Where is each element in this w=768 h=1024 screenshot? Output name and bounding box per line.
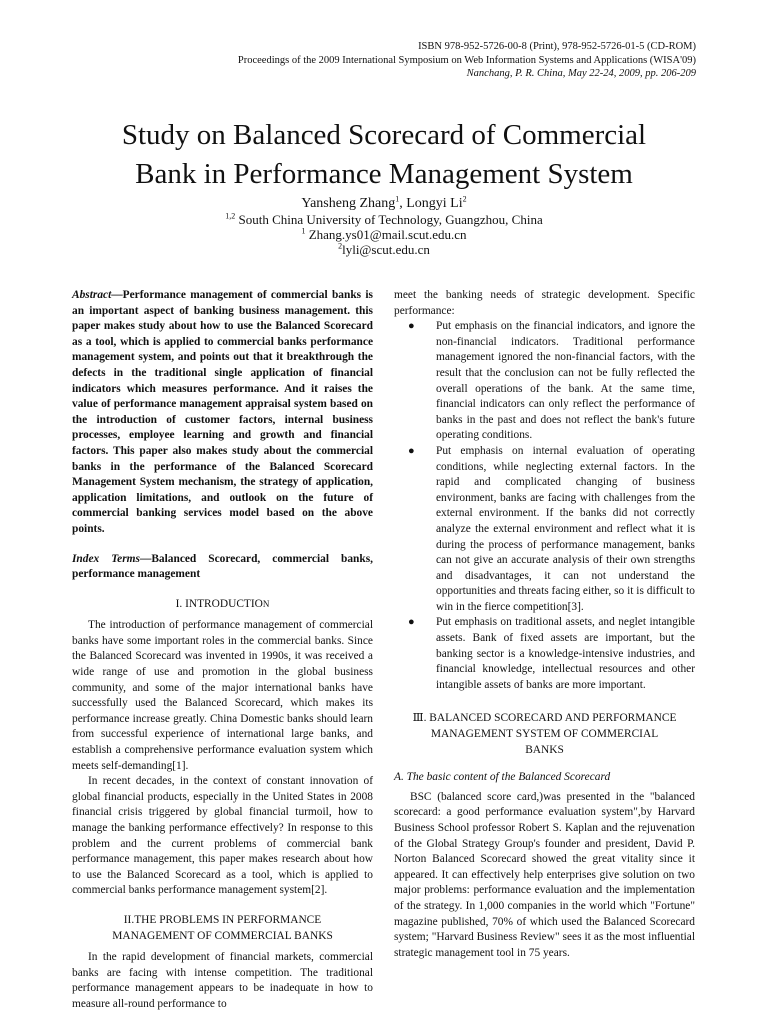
intro-paragraph-1: The introduction of performance management of commercial banks have some important roles in the commercial banks. Since the Balanced Scorecard was invented in 1990s, it was received a wide range of use and promotion in the global business community, and some of the major international banks have successfully used the Balanced Scorecard, which makes its performance increase greatly. China Domestic banks should learn from successful experience of international large banks, and establish a comprehensive performance evaluation system which meets self-demanding[1]. <box>72 619 373 772</box>
author-block <box>40 196 728 257</box>
bullet-item <box>394 444 695 616</box>
email-2-text: lyli@scut.edu.cn <box>342 242 430 257</box>
bullet-dot: ● <box>408 616 415 629</box>
intro-paragraph-2: In recent decades, in the context of constant innovation of global financial products, especially in the United States in 2008 financial crisis triggered by global financial turmoil, how to manage the banking performance effectively? In response to this problem and the current problems of commercial bank performance management, this paper makes research about how to use the Balanced Scorecard as a tool, which is applied to commercial banks performance management system[2]. <box>72 775 373 897</box>
publication-header <box>238 40 696 81</box>
location-line: Nanchang, P. R. China, May 22-24, 2009, pp. 206-209 <box>466 68 696 79</box>
email-1 <box>40 227 728 242</box>
email-2 <box>40 242 728 257</box>
bullet-text: Put emphasis on the financial indicators, and ignore the non-financial indicators. Traditional performance management ignored the non-financial factors, with the result that the conclusion can not be fully reflected the overall operations of the bank. At the same time, financial indicators can only reflect the performance of banks in the past and does not reflect the bank's future operating conditions. <box>436 320 695 442</box>
author-names <box>40 196 728 211</box>
author-2: Longyi Li <box>406 196 463 211</box>
heading-line-2: MANAGEMENT SYSTEM OF COMMERCIAL <box>430 728 659 741</box>
bullet-dot: ● <box>408 320 415 333</box>
bullet-dot: ● <box>408 444 415 457</box>
heading-line-3: BANKS <box>525 743 564 756</box>
author-1: Yansheng Zhang <box>301 196 396 211</box>
author-separator: , <box>399 196 407 211</box>
bullet-item <box>394 319 695 444</box>
title-line-1: Study on Balanced Scorecard of Commercial <box>121 119 647 151</box>
isbn-line: ISBN 978-952-5726-00-8 (Print), 978-952-5726-01-5 (CD-ROM) <box>418 41 696 52</box>
affiliation-sup: 1,2 <box>225 211 236 221</box>
heading-line-1: Ⅲ. BALANCED SCORECARD AND PERFORMANCE <box>412 712 677 725</box>
index-terms-lead: Index Terms <box>72 552 140 565</box>
problems-paragraph-1-continued: meet the banking needs of strategic development. Specific performance: <box>394 289 695 317</box>
author-2-sup: 2 <box>462 194 467 204</box>
heading-small-caps: N <box>262 598 270 609</box>
problems-paragraph-1: In the rapid development of financial markets, commercial banks are facing with intense competition. The traditional performance management appears to be inadequate in how to measure all-round performance to <box>72 951 373 1010</box>
index-terms-text: —Balanced Scorecard, commercial banks, performance management <box>72 552 373 581</box>
right-column <box>394 288 695 961</box>
affiliation-text: South China University of Technology, Guangzhou, China <box>235 212 543 227</box>
section-heading-introduction <box>72 597 373 613</box>
index-terms <box>72 552 373 583</box>
heading-line-2: MANAGEMENT OF COMMERCIAL BANKS <box>112 929 333 942</box>
heading-main-text: I. INTRODUCTIO <box>175 597 263 610</box>
email-2-sup: 2 <box>338 241 343 251</box>
bullet-item <box>394 615 695 693</box>
subsection-heading-a: A. The basic content of the Balanced Scorecard <box>394 771 611 784</box>
section-heading-balanced-scorecard <box>394 711 695 758</box>
title-line-2: Bank in Performance Management System <box>135 158 633 190</box>
author-1-sup: 1 <box>395 194 400 204</box>
abstract-text: —Performance management of commercial banks is an important aspect of banking business management. this paper makes study about how to use the Balanced Scorecard as a tool, which is applied to commercial banks performance management system, and points out that it breakthrough the defects in the traditional single application of financial indicators which measures performance. And it raises the value of performance management appraisal system based on the introduction of customer factors, internal business processes, employee learning and growth and financial factors. This paper also makes study about the commercial banks in the performance of the Balanced Scorecard Management System mechanism, the strategy of application, application limitations, and outlook on the future of commercial banking services model based on the above points. <box>72 289 373 535</box>
email-1-text: Zhang.ys01@mail.scut.edu.cn <box>305 227 467 242</box>
section-heading-problems <box>72 913 373 944</box>
affiliation <box>40 212 728 227</box>
bullet-text: Put emphasis on internal evaluation of operating conditions, while neglecting external factors. In the rapid and complicated changing of business environment, banks are facing with challenges from the external environment. If the banks did not correctly analyze the external environment and reflect what it is during the process of performance management, banks can not give an accurate analysis of their own strengths and disadvantages, it can not understand the opportunities and threats facing either, so it is difficult to win in the fierce competition[3]. <box>436 444 695 613</box>
email-1-sup: 1 <box>301 226 306 236</box>
paper-title <box>40 116 728 194</box>
bullet-text: Put emphasis on traditional assets, and neglet intangible assets. Bank of fixed assets are important, but the banking sector is a knowledge-intensive industries, and financial knowledge, intellectual resources and other intangible assets of banks are more important. <box>436 616 695 691</box>
left-column <box>72 288 373 1013</box>
proceedings-line: Proceedings of the 2009 International Symposium on Web Information Systems and Applications (WISA'09) <box>237 54 696 66</box>
bsc-paragraph-1: BSC (balanced score card,)was presented in the "balanced scorecard: a good performance evaluation system",by Harvard Business School professor Robert S. Kaplan and the rejuvenation of the Global Strategy Group's founder and president, David P. Norton Balanced Scorecard showed the great vitality since it appeared. It can effectively help enterprises give solution on two major problems: performance evaluation and the implementation of the strategy. In 1,000 companies in the world which "Fortune" magazine published, 70% of which used the Balanced Scorecard system; "Harvard Business Review" sees it as the most influential strategic management tool in 75 years. <box>394 790 695 959</box>
abstract <box>72 288 373 538</box>
problems-bullet-list <box>394 319 695 693</box>
abstract-lead: Abstract <box>72 289 112 301</box>
heading-line-1: II.THE PROBLEMS IN PERFORMANCE <box>123 913 322 926</box>
